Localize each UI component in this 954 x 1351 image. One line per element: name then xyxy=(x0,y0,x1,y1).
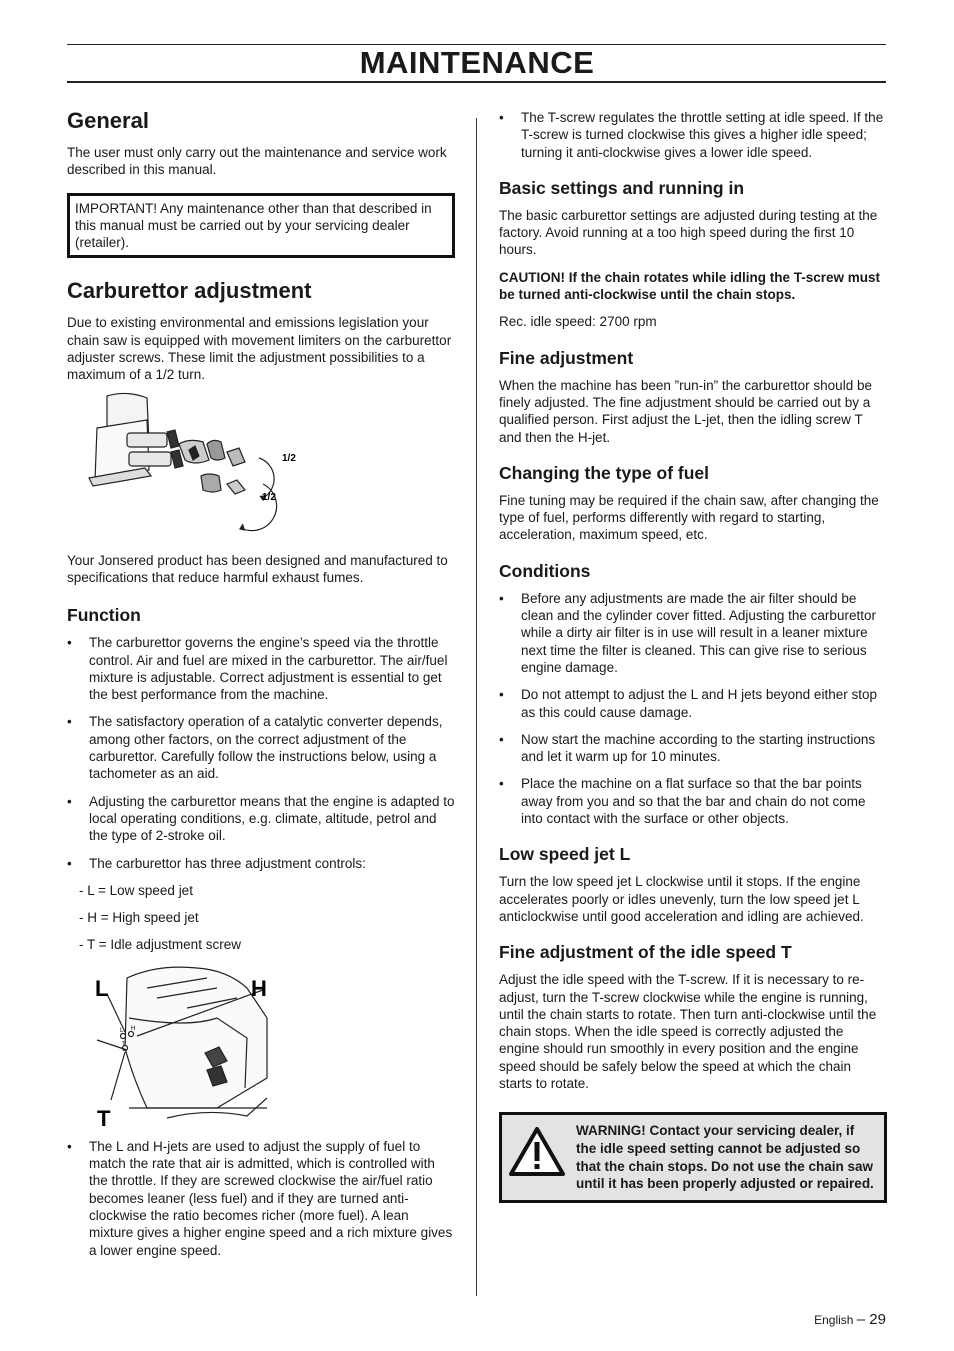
general-heading: General xyxy=(67,108,149,133)
important-notice-text: IMPORTANT! Any maintenance other than that described in this manual must be carried out by your servicing dealer (retailer). xyxy=(75,200,432,251)
footer-language: English xyxy=(814,1313,854,1327)
carburettor-paragraph: Due to existing environmental and emissions legislation your chain saw is equipped with movement limiters on the carburettor adjuster screws. These limit the adjustment possibilities to a maximum of a 1/2 turn. xyxy=(67,315,452,383)
changing-fuel-paragraph: Fine tuning may be required if the chain saw, after changing the type of fuel, performs differently with regard to starting, acceleration, maximum speed, etc. xyxy=(499,492,879,543)
idle-speed-paragraph: Adjust the idle speed with the T-screw. If it is necessary to re-adjust, turn the T-screw clockwise while the engine is running, until the chain starts to rotate. Then turn anti-clockwise until the chain stops. When the idle speed is correctly adjusted the engine should run smoothly in every position and the engine speed should be safely below the speed at which the chain starts to rotate. xyxy=(499,972,877,1091)
list-item: - T = Idle adjustment screw xyxy=(79,937,241,953)
low-speed-jet-heading: Low speed jet L xyxy=(499,844,631,865)
page-number: – 29 xyxy=(856,1311,886,1328)
tscrew-bullet-list xyxy=(499,109,887,161)
fine-adjustment-paragraph: When the machine has been ”run-in” the carburettor should be finely adjusted. The fine adjustment should be carried out by a qualified person. First adjust the L-jet, then the idling screw T and then the H-jet. xyxy=(499,377,872,445)
list-item: • The T-screw regulates the throttle setting at idle speed. If the T-screw is turned clockwise this gives a higher idle speed; turning it anti-clockwise gives a lower idle speed. xyxy=(499,109,887,161)
function-bullet-list xyxy=(67,634,455,872)
screw-label-T: T xyxy=(97,1105,111,1128)
adjustment-controls-list xyxy=(67,882,455,954)
column-divider xyxy=(476,118,477,1296)
jonsered-paragraph: Your Jonsered product has been designed and manufactured to specifications that reduce harmful exhaust fumes. xyxy=(67,552,448,585)
half-turn-label-1: 1/2 xyxy=(282,452,296,464)
function-heading: Function xyxy=(67,605,141,626)
screw-label-H: H xyxy=(251,975,267,1001)
list-item: • The satisfactory operation of a catalytic converter depends, among other factors, on the correct adjustment of the carburettor. Carefully follow the instructions below, using a tachometer as an aid. xyxy=(67,713,455,782)
low-speed-jet-paragraph: Turn the low speed jet L clockwise until it stops. If the engine accelerates poorly or idles unevenly, turn the low speed jet L anticlockwise until good acceleration and idling are achieved. xyxy=(499,874,864,924)
right-column xyxy=(499,100,887,1203)
carburettor-limiter-figure xyxy=(67,388,307,540)
important-notice-box xyxy=(67,193,455,259)
list-item: • Now start the machine according to the starting instructions and let it warm up for 10 minutes. xyxy=(499,731,887,766)
basic-settings-paragraph: The basic carburettor settings are adjusted during testing at the factory. Avoid running at a too high speed during the first 10 hours. xyxy=(499,207,878,258)
half-turn-label-2: 1/2 xyxy=(262,491,276,503)
caution-text: CAUTION! If the chain rotates while idling the T-screw must be turned anti-clockwise until the chain stops. xyxy=(499,269,881,303)
warning-text: WARNING! Contact your servicing dealer, if the idle speed setting cannot be adjusted so that the chain stops. Do not use the chain saw until it has been properly adjusted or repaired. xyxy=(576,1123,874,1192)
page-title: MAINTENANCE xyxy=(359,45,595,80)
changing-fuel-heading: Changing the type of fuel xyxy=(499,462,709,483)
carburettor-adjustment-heading: Carburettor adjustment xyxy=(67,278,312,304)
list-item: - H = High speed jet xyxy=(79,910,199,926)
warning-triangle-icon xyxy=(508,1122,572,1193)
list-item: - L = Low speed jet xyxy=(79,882,193,898)
conditions-bullet-list xyxy=(499,590,887,828)
list-item: • Before any adjustments are made the air filter should be clean and the cylinder cover fitted. Adjusting the carburettor while a dirty air filter is in use will result in a leaner mixture next time the filter is cleaned. This can give rise to serious engine damage. xyxy=(499,590,887,676)
page-footer xyxy=(814,1311,886,1328)
carburettor-screws-figure xyxy=(67,958,277,1128)
small-label-H: H xyxy=(131,1025,136,1032)
general-paragraph: The user must only carry out the maintenance and service work described in this manual. xyxy=(67,145,447,178)
lh-jets-bullet-list xyxy=(67,1138,455,1259)
conditions-heading: Conditions xyxy=(499,560,591,581)
list-item: • The carburettor governs the engine’s speed via the throttle control. Air and fuel are mixed in the carburettor. The air/fuel mixture is adjustable. Correct adjustment is essential to get the best performance from the machine. xyxy=(67,634,455,703)
basic-settings-heading: Basic settings and running in xyxy=(499,177,745,198)
list-item: • Adjusting the carburettor means that the engine is adapted to local operating conditions, e.g. climate, altitude, petrol and the type of 2-stroke oil. xyxy=(67,793,455,845)
fine-adjustment-heading: Fine adjustment xyxy=(499,347,634,368)
warning-box xyxy=(499,1112,887,1203)
small-label-L: L xyxy=(120,1027,124,1034)
list-item: • The L and H-jets are used to adjust the supply of fuel to match the rate that air is admitted, which is controlled with the throttle. If they are screwed clockwise the air/fuel ratio becomes leaner (less fuel) and if they are turned anti-clockwise the ratio becomes richer (more fuel). A lean mixture gives a higher engine speed and a rich mixture gives a lower engine speed. xyxy=(67,1138,455,1259)
left-column xyxy=(67,100,455,1269)
list-item: • Do not attempt to adjust the L and H jets beyond either stop as this could cause damage. xyxy=(499,686,887,721)
list-item: • Place the machine on a flat surface so that the bar points away from you and so that the bar and chain do not come into contact with the surface or other objects. xyxy=(499,775,887,827)
list-item: • The carburettor has three adjustment controls: xyxy=(67,855,455,872)
screw-label-L: L xyxy=(95,975,109,1001)
idle-speed-text: Rec. idle speed: 2700 rpm xyxy=(499,314,657,330)
header-rule-bottom xyxy=(67,81,886,83)
small-label-T: T xyxy=(122,1041,126,1048)
idle-speed-heading: Fine adjustment of the idle speed T xyxy=(499,942,792,963)
